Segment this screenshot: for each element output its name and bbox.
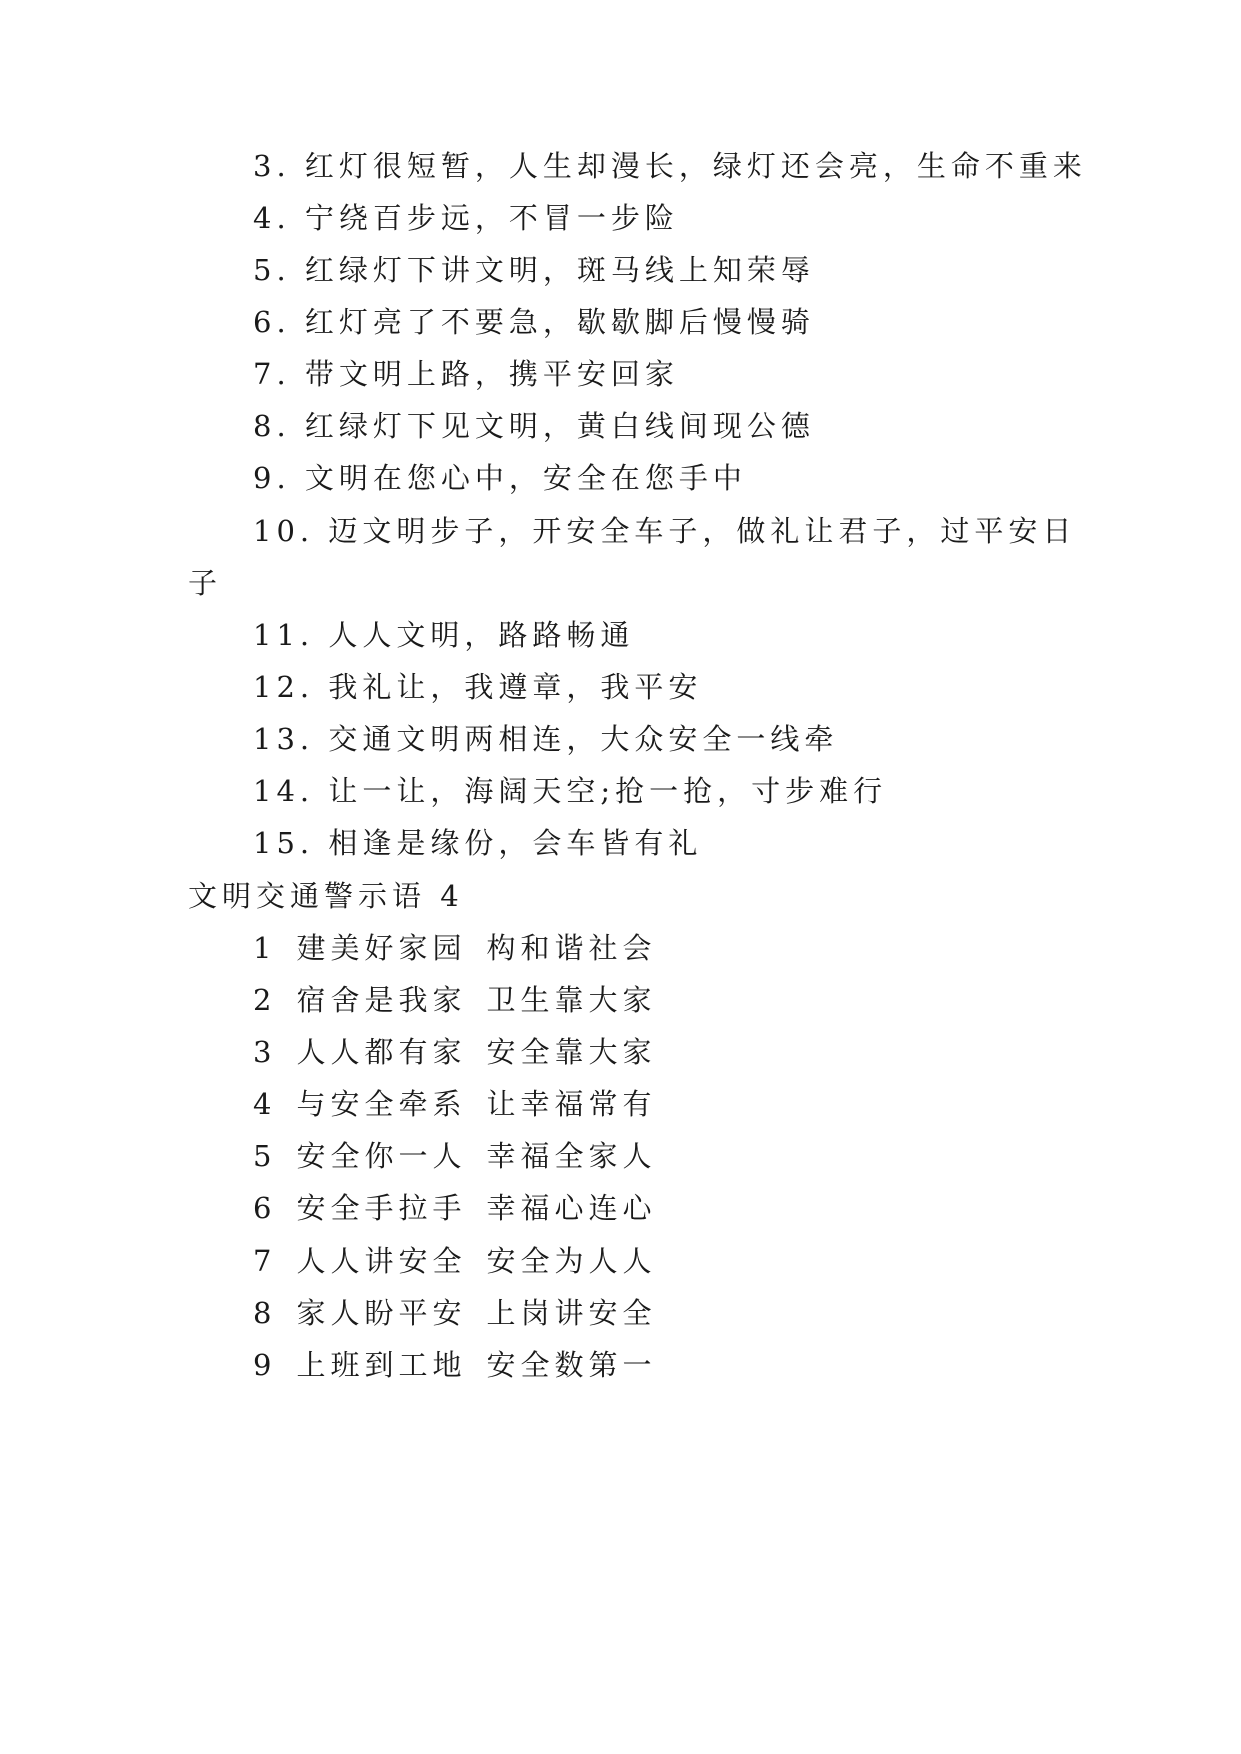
item-phrase-a: 人人都有家 <box>296 1035 467 1069</box>
warning-item-5 <box>253 1136 1133 1176</box>
item-phrase-b: 幸福心连心 <box>486 1191 657 1225</box>
item-phrase-b: 卫生靠大家 <box>486 983 657 1017</box>
warning-item-7 <box>253 1241 1133 1281</box>
item-phrase-b: 让幸福常有 <box>486 1087 657 1121</box>
slogan-line-7: 7. 带文明上路，携平安回家 <box>253 357 679 391</box>
item-number: 2 <box>253 983 277 1017</box>
warning-item-6 <box>253 1188 1133 1228</box>
slogan-line-15: 15. 相逢是缘份，会车皆有礼 <box>253 826 703 860</box>
slogan-line-10-continued: 子 <box>188 566 223 600</box>
slogan-line-8: 8. 红绿灯下见文明，黄白线间现公德 <box>253 409 815 443</box>
item-phrase-b: 幸福全家人 <box>486 1139 657 1173</box>
slogan-line-14: 14. 让一让，海阔天空;抢一抢，寸步难行 <box>253 774 888 808</box>
slogan-line-6: 6. 红灯亮了不要急，歇歇脚后慢慢骑 <box>253 305 815 339</box>
item-phrase-a: 上班到工地 <box>296 1348 467 1382</box>
item-number: 9 <box>253 1348 277 1382</box>
warning-item-3 <box>253 1032 1133 1072</box>
slogan-line-11: 11. 人人文明，路路畅通 <box>253 618 635 652</box>
item-phrase-b: 安全靠大家 <box>486 1035 657 1069</box>
item-phrase-a: 与安全牵系 <box>296 1087 467 1121</box>
item-number: 4 <box>253 1087 277 1121</box>
warning-item-1 <box>253 928 1133 968</box>
item-phrase-b: 上岗讲安全 <box>486 1296 657 1330</box>
item-phrase-b: 安全数第一 <box>486 1348 657 1382</box>
slogan-line-10: 10. 迈文明步子，开安全车子，做礼让君子，过平安日 <box>253 514 1077 548</box>
item-number: 8 <box>253 1296 277 1330</box>
slogan-line-9: 9. 文明在您心中，安全在您手中 <box>253 461 747 495</box>
item-phrase-a: 安全你一人 <box>296 1139 467 1173</box>
slogan-line-5: 5. 红绿灯下讲文明，斑马线上知荣辱 <box>253 253 815 287</box>
item-number: 5 <box>253 1139 277 1173</box>
section-heading: 文明交通警示语 4 <box>188 879 464 913</box>
slogan-line-4: 4. 宁绕百步远，不冒一步险 <box>253 201 679 235</box>
item-phrase-b: 安全为人人 <box>486 1244 657 1278</box>
item-phrase-a: 建美好家园 <box>296 931 467 965</box>
item-number: 1 <box>253 931 277 965</box>
slogan-line-3: 3. 红灯很短暂，人生却漫长，绿灯还会亮，生命不重来 <box>253 149 1087 183</box>
warning-item-4 <box>253 1084 1133 1124</box>
warning-item-2 <box>253 980 1133 1020</box>
item-number: 3 <box>253 1035 277 1069</box>
item-number: 6 <box>253 1191 277 1225</box>
item-phrase-a: 家人盼平安 <box>296 1296 467 1330</box>
item-number: 7 <box>253 1244 277 1278</box>
slogan-line-13: 13. 交通文明两相连，大众安全一线牵 <box>253 722 839 756</box>
item-phrase-a: 安全手拉手 <box>296 1191 467 1225</box>
slogan-line-12: 12. 我礼让，我遵章，我平安 <box>253 670 703 704</box>
warning-item-9 <box>253 1345 1133 1385</box>
item-phrase-b: 构和谐社会 <box>486 931 657 965</box>
item-phrase-a: 宿舍是我家 <box>296 983 467 1017</box>
item-phrase-a: 人人讲安全 <box>296 1244 467 1278</box>
warning-item-8 <box>253 1293 1133 1333</box>
